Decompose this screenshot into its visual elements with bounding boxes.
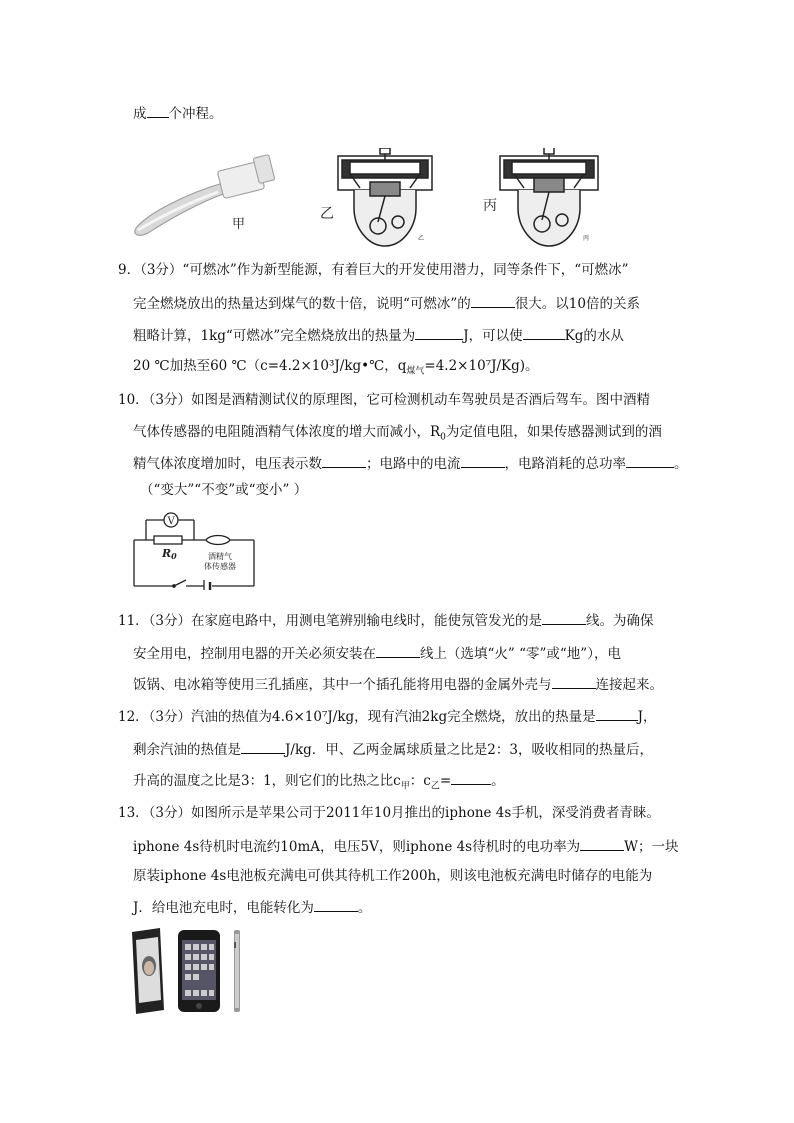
iphone-front-angled [132,928,164,1014]
q10-line1: 10．（3分）如图是酒精测试仪的原理图，它可检测机动车驾驶员是否酒后驾车。图中酒精 [118,392,651,408]
answer-blank[interactable] [241,739,285,754]
q13-line1: 13．（3分）如图所示是苹果公司于2011年10月推出的iphone 4s手机，深受消费者青睐。 [118,805,660,821]
q12-line1 [118,706,657,727]
q12-sub-yi: 乙 [430,781,440,792]
answer-blank[interactable] [471,293,515,308]
answer-blank[interactable] [451,770,491,785]
label-jia: 甲 [232,217,246,232]
r0-label: R0 [162,547,177,561]
answer-blank[interactable] [580,836,624,851]
q11-line1 [118,610,654,631]
q13-line2 [133,836,679,857]
iphone-front [178,930,220,1012]
top-line [133,103,223,124]
q12-line3b: ：c [409,773,431,789]
small-label-yi: 乙 [418,235,425,242]
alcohol-tester-circuit [130,510,260,590]
answer-blank[interactable] [626,453,674,468]
answer-blank[interactable] [523,325,565,340]
iphone-figure [130,928,250,1014]
q9-line4-text: 20 ℃加热至60 ℃（c=4.2×10³J/kg•℃，q [133,358,407,374]
q10-line2b: 为定值电阻，如果传感器测试到的酒 [445,424,662,440]
q10-line3b: ；电路中的电流 [366,456,461,472]
q13-line2a: iphone 4s待机时电流约10mA，电压5V，则iphone 4s待机时的电功率为 [133,839,581,855]
gas-sensor [206,536,230,545]
q10-line2a: 气体传感器的电阻随酒精气体浓度的增大而减小，R [133,424,441,440]
q9-line3b: J，可以使 [463,328,523,344]
answer-blank[interactable] [552,674,596,689]
q12-line3 [133,770,505,797]
q9-line3 [133,325,624,346]
q9-line2 [133,293,640,314]
answer-blank[interactable] [147,103,169,118]
iphone-side [234,930,240,1012]
engine-bing [500,148,598,246]
q13-line4 [133,897,371,918]
q13-line2b: W；一块 [624,839,679,855]
q9-line3a: 粗略计算，1kg“可燃冰”完全燃烧放出的热量为 [133,328,416,344]
resistor-r0 [154,536,182,544]
q10-line4: （“变大”“不变”或“变小” ） [140,482,308,498]
q12-line2b: J/kg．甲、乙两金属球质量之比是2：3，吸收相同的热量后， [285,742,653,758]
q12-line3d: 。 [491,773,505,789]
q9-line4 [133,356,539,382]
answer-blank[interactable] [314,897,358,912]
sensor-label-1: 酒精气 [208,552,232,561]
q9-line2a: 完全燃烧放出的热量达到煤气的数十倍，说明“可燃冰”的 [133,296,471,312]
switch [174,580,186,586]
q11-line3a: 饭锅、电冰箱等使用三孔插座，其中一个插孔能将用电器的金属外壳与 [133,677,552,693]
q11-line2a: 安全用电，控制用电器的开关必须安装在 [133,646,376,662]
q11-line2b: 线上（选填“火” “零”或“地”），电 [420,646,621,662]
label-yi: 乙 [320,206,334,222]
answer-blank[interactable] [322,453,366,468]
q11-line2 [133,643,621,664]
answer-blank[interactable] [415,325,463,340]
test-tube-figure [135,154,275,235]
engine-yi [338,148,432,246]
top-text-pre: 成 [133,106,147,122]
q12-line1a: 12．（3分）汽油的热值为4.6×10⁷J/kg，现有汽油2kg完全燃烧，放出的热量是 [118,709,596,725]
q13-line4b: 。 [357,900,372,916]
voltmeter-label: V [167,516,175,527]
q10-line2 [133,422,662,448]
answer-blank[interactable] [542,610,586,625]
q10-line3d: 。 [674,456,688,472]
q12-line3c: = [439,773,452,789]
engine-figures [128,148,633,253]
top-text-post: 个冲程。 [168,106,223,122]
q12-line3a: 升高的温度之比是3：1，则它们的比热之比c [133,773,401,789]
q10-line3a: 精气体浓度增加时，电压表示数 [133,456,322,472]
q11-line3 [133,674,663,695]
label-bing: 丙 [483,198,497,214]
q13-line3: 原装iphone 4s电池板充满电可供其待机工作200h，则该电池板充满电时储存的电能为 [133,868,653,884]
answer-blank[interactable] [596,706,638,721]
q12-line2 [133,739,653,760]
q12-line2a: 剩余汽油的热值是 [133,742,241,758]
q9-line3c: Kg的水从 [564,328,624,344]
q10-line3c: ，电路消耗的总功率 [504,456,626,472]
q9-line4-end: =4.2×10⁷J/Kg)。 [424,358,539,374]
q12-sub-jia: 甲 [400,781,410,792]
q11-line1a: 11．（3分）在家庭电路中，用测电笔辨别输电线时，能使氖管发光的是 [118,613,543,629]
q11-line1b: 线。为确保 [586,613,654,629]
q12-line1b: J， [637,709,657,725]
q9-line2b: 很大。以10倍的关系 [514,296,640,312]
q11-line3b: 连接起来。 [595,677,663,693]
answer-blank[interactable] [461,453,505,468]
sensor-label-2: 体传感器 [204,562,236,571]
small-label-bing: 丙 [583,235,590,242]
answer-blank[interactable] [376,643,420,658]
q9-line4-sub: 煤气 [406,366,425,377]
q10-line3 [133,453,688,474]
q13-line4a: J．给电池充电时，电能转化为 [133,900,314,916]
q9-line1: 9．（3分）“可燃冰”作为新型能源，有着巨大的开发使用潜力，同等条件下，“可燃冰” [118,262,629,278]
q10-line2-sub: 0 [440,432,446,443]
